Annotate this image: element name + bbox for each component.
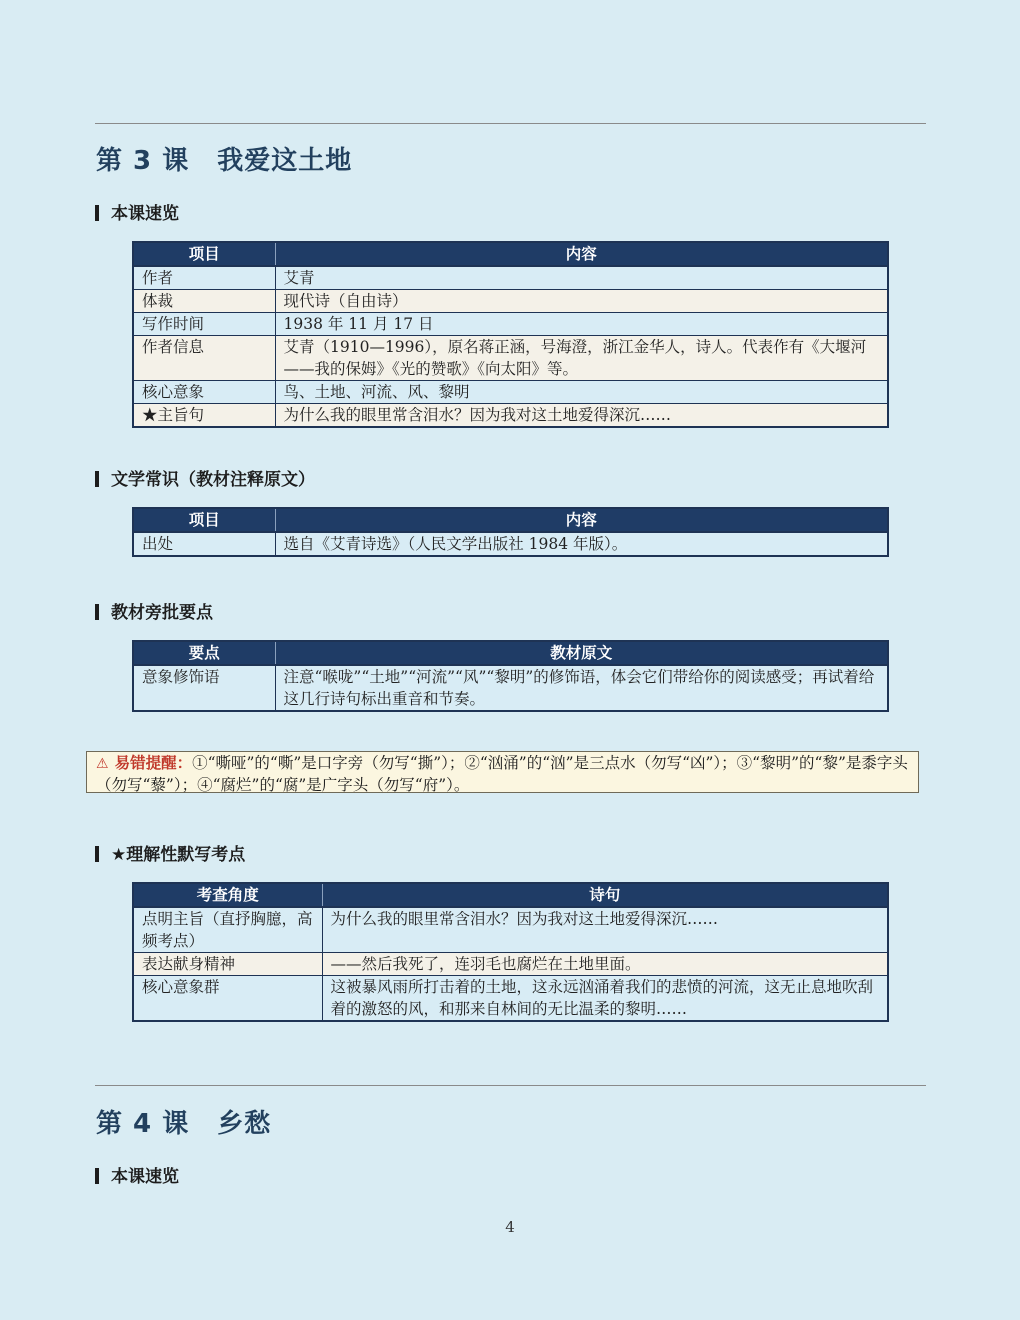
section-bar xyxy=(95,205,99,221)
lesson-4-title xyxy=(96,1103,271,1140)
section-bar xyxy=(95,1168,99,1184)
section-bar xyxy=(95,471,99,487)
literature-table xyxy=(132,507,889,557)
page-number: 4 xyxy=(505,1218,515,1236)
dictation-table xyxy=(132,882,889,1022)
table-header: 项目 xyxy=(133,242,275,266)
section-heading-dictation: ★理解性默写考点 xyxy=(95,840,245,865)
notes-table xyxy=(132,640,889,712)
table-row: 意象修饰语 注意“喉咙”“土地”“河流”“风”“黎明”的修饰语，体会它们带给你的阅读感受；再试着给这几行诗句标出重音和节奏。 xyxy=(133,665,888,711)
mistake-reminder-box xyxy=(86,751,919,793)
table-row: 体裁 现代诗（自由诗） xyxy=(133,290,888,313)
section-bar xyxy=(95,604,99,620)
warning-icon: ⚠ xyxy=(96,756,109,772)
table-row: 出处 选自《艾青诗选》（人民文学出版社 1984 年版）。 xyxy=(133,532,888,556)
table-row: 表达献身精神 ——然后我死了，连羽毛也腐烂在土地里面。 xyxy=(133,953,888,976)
table-row: 点明主旨（直抒胸臆，高频考点） 为什么我的眼里常含泪水？因为我对这土地爱得深沉…… xyxy=(133,907,888,953)
section-heading-notes: 教材旁批要点 xyxy=(95,598,213,623)
table-row: ★主旨句 为什么我的眼里常含泪水？因为我对这土地爱得深沉…… xyxy=(133,404,888,428)
table-header: 内容 xyxy=(275,508,888,532)
lesson-number: 第 3 课 xyxy=(96,146,190,176)
table-row: 核心意象群 这被暴风雨所打击着的土地，这永远汹涌着我们的悲愤的河流，这无止息地吹刮着的激怒的风，和那来自林间的无比温柔的黎明…… xyxy=(133,976,888,1022)
section-heading-overview-lesson4: 本课速览 xyxy=(95,1162,179,1187)
table-row: 核心意象 鸟、土地、河流、风、黎明 xyxy=(133,381,888,404)
lesson-name: 乡愁 xyxy=(217,1109,272,1139)
table-row: 作者信息 艾青（1910—1996），原名蒋正涵，号海澄，浙江金华人，诗人。代表作有《大堰河——我的保姆》《光的赞歌》《向太阳》等。 xyxy=(133,336,888,381)
table-header: 考查角度 xyxy=(133,883,322,907)
lesson-name: 我爱这土地 xyxy=(217,146,353,176)
warning-text: ①“嘶哑”的“嘶”是口字旁（勿写“撕”）；②“汹涌”的“汹”是三点水（勿写“凶”）；③“黎明”的“黎”是黍字头（勿写“藜”）；④“腐烂”的“腐”是广字头（勿写“府”）。 xyxy=(96,754,908,794)
table-header: 诗句 xyxy=(322,883,888,907)
table-header: 项目 xyxy=(133,508,275,532)
section-bar xyxy=(95,846,99,862)
section-heading-overview: 本课速览 xyxy=(95,199,179,224)
table-header: 内容 xyxy=(275,242,888,266)
table-row: 作者 艾青 xyxy=(133,266,888,290)
table-header: 要点 xyxy=(133,641,275,665)
lesson-number: 第 4 课 xyxy=(96,1109,190,1139)
lesson-3-title xyxy=(96,140,352,177)
section-heading-literature: 文学常识（教材注释原文） xyxy=(95,465,315,490)
lesson-divider xyxy=(95,1085,926,1086)
top-divider xyxy=(95,123,926,124)
table-header: 教材原文 xyxy=(275,641,888,665)
table-row: 写作时间 1938 年 11 月 17 日 xyxy=(133,313,888,336)
overview-table xyxy=(132,241,889,428)
warning-label: 易错提醒： xyxy=(114,754,193,772)
